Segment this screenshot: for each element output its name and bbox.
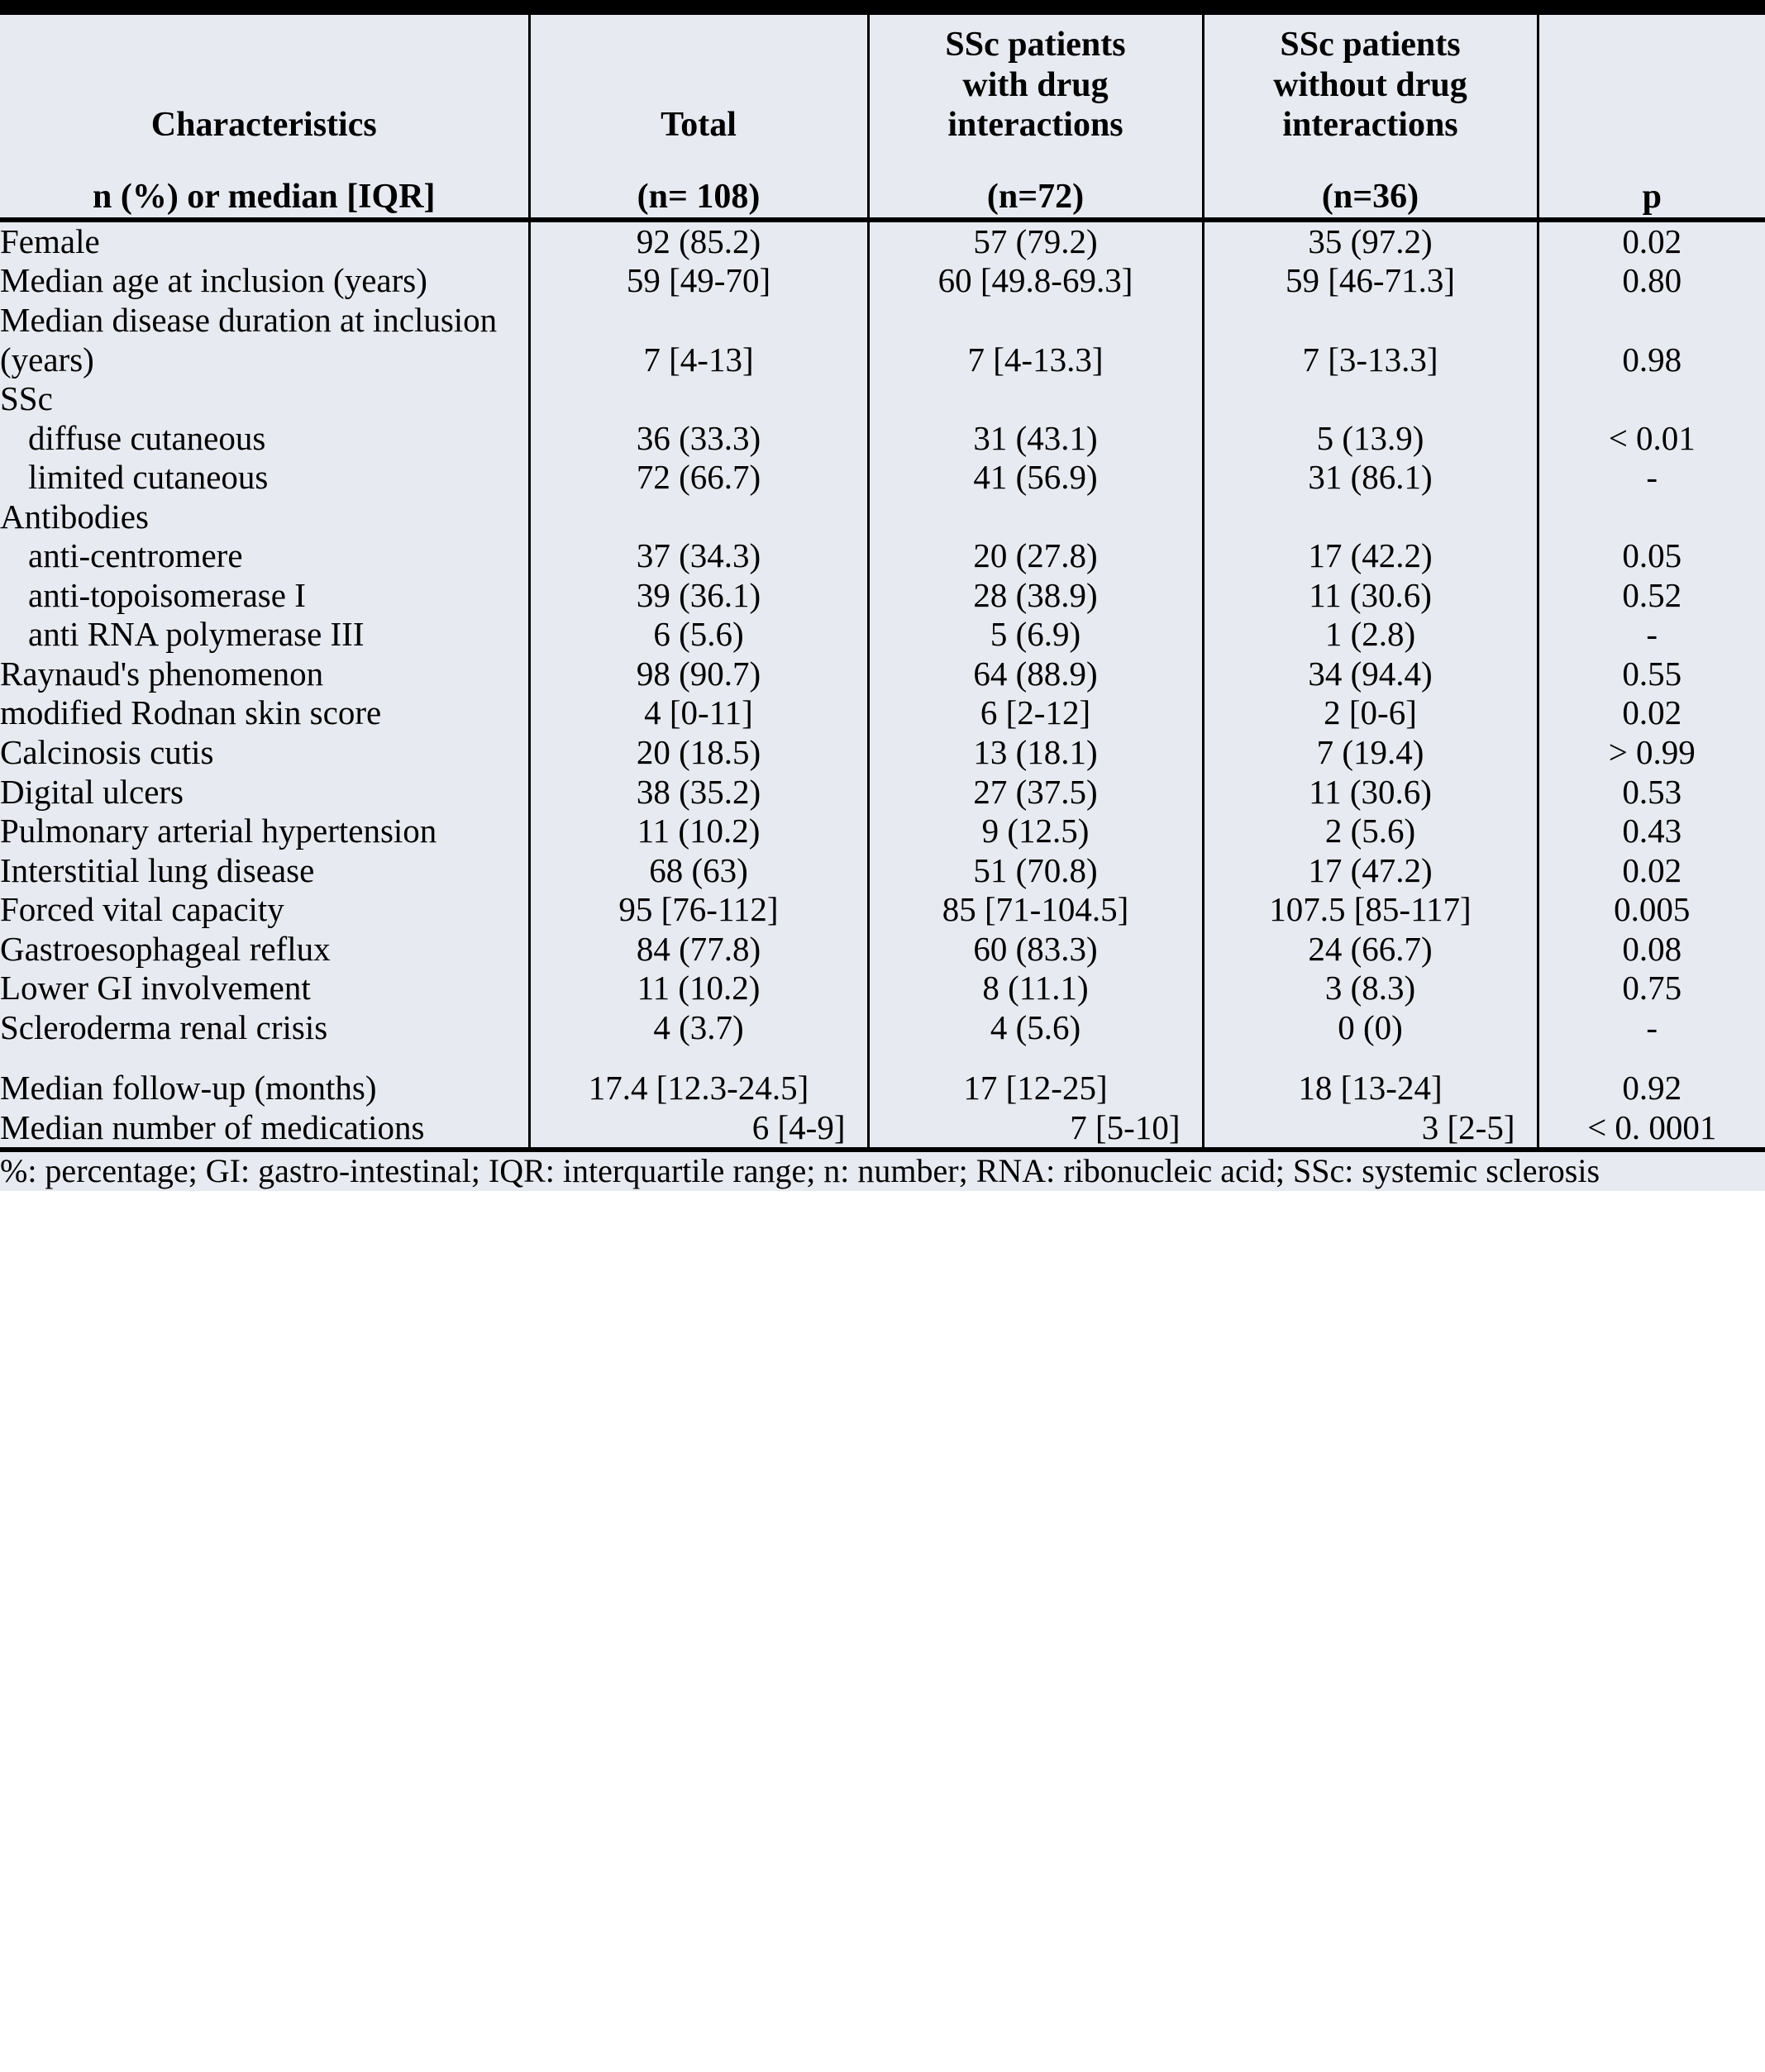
row-with: 60 (83.3) (868, 930, 1203, 969)
row-total: 7 [4-13] (529, 301, 868, 379)
row-p: 0.52 (1538, 576, 1765, 616)
row-label: Raynaud's phenomenon (0, 655, 529, 694)
table-row (0, 851, 1765, 891)
table-header-row (0, 15, 1765, 220)
table-row (0, 498, 1765, 537)
row-with: 51 (70.8) (868, 851, 1203, 891)
row-p: 0.80 (1538, 261, 1765, 301)
row-p: < 0. 0001 (1538, 1108, 1765, 1150)
row-with: 9 (12.5) (868, 812, 1203, 851)
table-row (0, 379, 1765, 419)
table-row (0, 773, 1765, 812)
row-with: 20 (27.8) (868, 536, 1203, 576)
row-total: 92 (85.2) (529, 220, 868, 262)
row-label: Digital ulcers (0, 773, 529, 812)
row-p: - (1538, 458, 1765, 498)
table-row (0, 419, 1765, 459)
row-with: 27 (37.5) (868, 773, 1203, 812)
row-without: 59 [46-71.3] (1203, 261, 1538, 301)
column-header-with-interactions-line2: with drug interactions (947, 65, 1123, 145)
spacer-cell (868, 1047, 1203, 1069)
row-label: Pulmonary arterial hypertension (0, 812, 529, 851)
row-total: 6 [4-9] (529, 1108, 868, 1150)
row-label: anti-topoisomerase I (0, 576, 529, 616)
characteristics-table (0, 15, 1765, 1191)
row-label: SSc (0, 379, 529, 419)
row-with: 64 (88.9) (868, 655, 1203, 694)
column-header-without-interactions-line3: (n=36) (1321, 178, 1419, 217)
row-total: 4 (3.7) (529, 1008, 868, 1048)
column-header-total-line2: Total (661, 106, 737, 145)
row-with: 28 (38.9) (868, 576, 1203, 616)
row-without: 24 (66.7) (1203, 930, 1538, 969)
row-total: 95 [76-112] (529, 890, 868, 930)
top-rule (0, 0, 1765, 15)
column-header-characteristics-line3: n (%) or median [IQR] (92, 178, 436, 217)
row-p: 0.005 (1538, 890, 1765, 930)
row-without: 17 (42.2) (1203, 536, 1538, 576)
row-without (1203, 379, 1538, 419)
row-total (529, 379, 868, 419)
row-with (868, 498, 1203, 537)
row-p: 0.92 (1538, 1069, 1765, 1108)
row-label: Calcinosis cutis (0, 733, 529, 773)
table-row (0, 458, 1765, 498)
row-total: 98 (90.7) (529, 655, 868, 694)
row-p: 0.02 (1538, 851, 1765, 891)
table-row (0, 301, 1765, 379)
row-p: > 0.99 (1538, 733, 1765, 773)
row-p: 0.08 (1538, 930, 1765, 969)
row-p: 0.02 (1538, 220, 1765, 262)
row-total: 38 (35.2) (529, 773, 868, 812)
column-header-with-interactions-line3: (n=72) (986, 178, 1085, 217)
row-label: Median disease duration at inclusion (years) (0, 301, 529, 379)
row-with: 57 (79.2) (868, 220, 1203, 262)
row-without: 18 [13-24] (1203, 1069, 1538, 1108)
row-with: 13 (18.1) (868, 733, 1203, 773)
row-with: 31 (43.1) (868, 419, 1203, 459)
row-with: 7 [5-10] (868, 1108, 1203, 1150)
row-without: 7 [3-13.3] (1203, 301, 1538, 379)
row-p: 0.53 (1538, 773, 1765, 812)
row-p: 0.05 (1538, 536, 1765, 576)
row-without: 35 (97.2) (1203, 220, 1538, 262)
row-label: modified Rodnan skin score (0, 693, 529, 733)
row-with: 41 (56.9) (868, 458, 1203, 498)
table-row (0, 1108, 1765, 1150)
table-row (0, 1069, 1765, 1108)
row-label: limited cutaneous (0, 458, 529, 498)
row-p: - (1538, 615, 1765, 655)
table-spacer-row (0, 1047, 1765, 1069)
table-row (0, 655, 1765, 694)
row-without: 2 [0-6] (1203, 693, 1538, 733)
row-without: 0 (0) (1203, 1008, 1538, 1048)
row-p: 0.55 (1538, 655, 1765, 694)
table-row (0, 930, 1765, 969)
row-without: 107.5 [85-117] (1203, 890, 1538, 930)
column-header-p-line3: p (1642, 178, 1662, 217)
spacer-cell (1203, 1047, 1538, 1069)
row-with (868, 379, 1203, 419)
row-label: Lower GI involvement (0, 969, 529, 1008)
row-total: 39 (36.1) (529, 576, 868, 616)
row-total: 11 (10.2) (529, 969, 868, 1008)
column-header-without-interactions-line2: without drug interactions (1273, 65, 1467, 145)
row-without: 34 (94.4) (1203, 655, 1538, 694)
row-without (1203, 498, 1538, 537)
row-total: 17.4 [12.3-24.5] (529, 1069, 868, 1108)
row-label: Median number of medications (0, 1108, 529, 1150)
row-without: 11 (30.6) (1203, 576, 1538, 616)
row-with: 5 (6.9) (868, 615, 1203, 655)
row-label: Scleroderma renal crisis (0, 1008, 529, 1048)
row-with: 6 [2-12] (868, 693, 1203, 733)
column-header-characteristics-line2: Characteristics (150, 106, 377, 145)
column-header-without-interactions (1203, 15, 1538, 220)
row-total: 20 (18.5) (529, 733, 868, 773)
row-total: 68 (63) (529, 851, 868, 891)
row-without: 11 (30.6) (1203, 773, 1538, 812)
column-header-total (529, 15, 868, 220)
row-with: 4 (5.6) (868, 1008, 1203, 1048)
table-row (0, 220, 1765, 262)
column-header-total-line3: (n= 108) (637, 178, 761, 217)
row-without: 3 [2-5] (1203, 1108, 1538, 1150)
row-label: Forced vital capacity (0, 890, 529, 930)
table-footnote: %: percentage; GI: gastro-intestinal; IQR: interquartile range; n: number; RNA: ribonucleic acid; SSc: systemic sclerosis (0, 1150, 1765, 1190)
row-label: Interstitial lung disease (0, 851, 529, 891)
table-row (0, 890, 1765, 930)
row-p: 0.98 (1538, 301, 1765, 379)
row-total: 11 (10.2) (529, 812, 868, 851)
spacer-cell (0, 1047, 529, 1069)
row-without: 17 (47.2) (1203, 851, 1538, 891)
row-p: 0.75 (1538, 969, 1765, 1008)
row-with: 85 [71-104.5] (868, 890, 1203, 930)
spacer-cell (529, 1047, 868, 1069)
table-row (0, 812, 1765, 851)
row-label: Antibodies (0, 498, 529, 537)
row-without: 31 (86.1) (1203, 458, 1538, 498)
column-header-characteristics (0, 15, 529, 220)
row-total (529, 498, 868, 537)
row-p: - (1538, 1008, 1765, 1048)
row-without: 1 (2.8) (1203, 615, 1538, 655)
table-row (0, 576, 1765, 616)
table-row (0, 693, 1765, 733)
row-label: anti-centromere (0, 536, 529, 576)
row-p: 0.43 (1538, 812, 1765, 851)
table-row (0, 536, 1765, 576)
column-header-p (1538, 15, 1765, 220)
table-row (0, 733, 1765, 773)
row-total: 36 (33.3) (529, 419, 868, 459)
column-header-with-interactions-line1: SSc patients (945, 26, 1126, 64)
row-without: 5 (13.9) (1203, 419, 1538, 459)
row-total: 6 (5.6) (529, 615, 868, 655)
row-p (1538, 379, 1765, 419)
spacer-cell (1538, 1047, 1765, 1069)
column-header-without-interactions-line1: SSc patients (1280, 26, 1461, 64)
row-label: anti RNA polymerase III (0, 615, 529, 655)
row-with: 7 [4-13.3] (868, 301, 1203, 379)
table-footnote-row (0, 1150, 1765, 1190)
column-header-with-interactions (868, 15, 1203, 220)
row-total: 84 (77.8) (529, 930, 868, 969)
row-with: 17 [12-25] (868, 1069, 1203, 1108)
table-row (0, 615, 1765, 655)
row-without: 7 (19.4) (1203, 733, 1538, 773)
row-label: Median age at inclusion (years) (0, 261, 529, 301)
table-body (0, 220, 1765, 1191)
row-label: Gastroesophageal reflux (0, 930, 529, 969)
row-total: 59 [49-70] (529, 261, 868, 301)
row-without: 2 (5.6) (1203, 812, 1538, 851)
row-label: diffuse cutaneous (0, 419, 529, 459)
table-row (0, 261, 1765, 301)
row-total: 72 (66.7) (529, 458, 868, 498)
row-p: < 0.01 (1538, 419, 1765, 459)
row-total: 37 (34.3) (529, 536, 868, 576)
row-p: 0.02 (1538, 693, 1765, 733)
row-label: Female (0, 220, 529, 262)
row-without: 3 (8.3) (1203, 969, 1538, 1008)
row-total: 4 [0-11] (529, 693, 868, 733)
row-with: 8 (11.1) (868, 969, 1203, 1008)
row-with: 60 [49.8-69.3] (868, 261, 1203, 301)
table-row (0, 1008, 1765, 1048)
row-label: Median follow-up (months) (0, 1069, 529, 1108)
table-row (0, 969, 1765, 1008)
row-p (1538, 498, 1765, 537)
